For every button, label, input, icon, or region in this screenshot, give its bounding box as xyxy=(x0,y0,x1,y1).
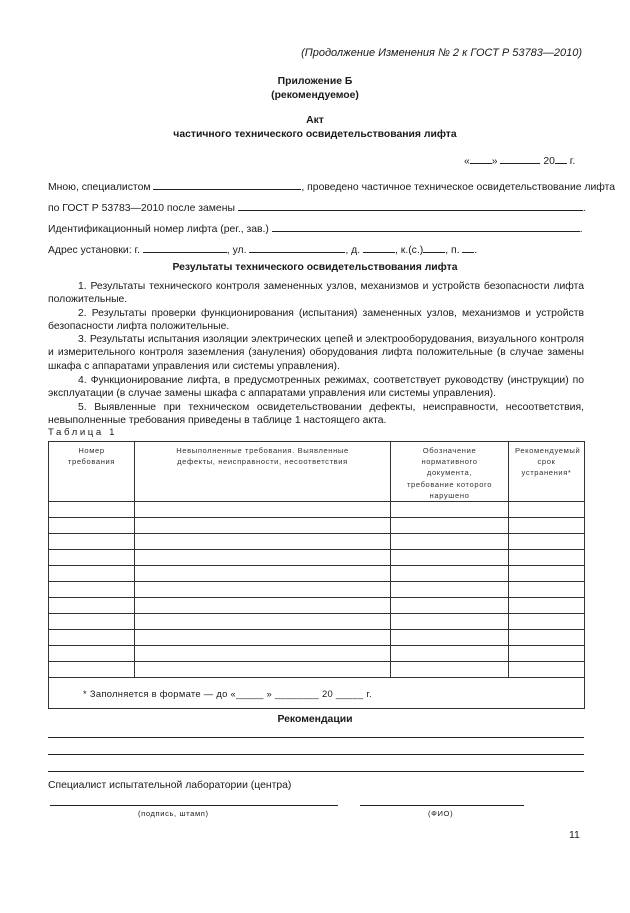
table-caption: Таблица 1 xyxy=(48,427,118,438)
city-field[interactable] xyxy=(143,243,227,253)
act-subtitle: частичного технического освидетельствования лифта xyxy=(173,129,457,140)
result-paragraph-3: 3. Результаты испытания изоляции электрических цепей и электрооборудования, визуального контроля и измерительного контроля заземления (зануления) оборудования лифта положительные (в случае замены шкафа с аппаратами управления или системы управления). xyxy=(48,334,584,372)
replacement-field[interactable] xyxy=(238,201,583,211)
date-line: « » 20 г. xyxy=(464,156,576,167)
street-field[interactable] xyxy=(249,243,345,253)
table-row xyxy=(49,582,585,598)
lift-id-line: Идентификационный номер лифта (рег., зав.) . xyxy=(48,224,583,235)
signature-label: Специалист испытательной лаборатории (центра) xyxy=(48,780,292,791)
page-number: 11 xyxy=(569,830,580,841)
name-line[interactable] xyxy=(360,805,524,806)
table-row xyxy=(49,598,585,614)
table-row xyxy=(49,534,585,550)
act-title: Акт xyxy=(306,115,324,126)
appendix-title: Приложение Б xyxy=(277,76,353,87)
recommendation-line-2[interactable] xyxy=(48,754,584,755)
recommendation-line-1[interactable] xyxy=(48,737,584,738)
signature-caption: (подпись, штамп) xyxy=(138,809,209,818)
recommendations-title: Рекомендации xyxy=(277,714,353,725)
change-note: (Продолжение Изменения № 2 к ГОСТ Р 53783—2010) xyxy=(301,47,582,59)
header-document: Обозначение нормативного документа, требование которого нарушено xyxy=(391,442,509,502)
address-line: Адрес установки: г. , ул. , д. , к.(с.) , п. . xyxy=(48,245,478,256)
appendix-subtitle: (рекомендуемое) xyxy=(271,90,359,101)
header-requirements: Невыполненные требования. Выявленные дефекты, неисправности, несоответствия xyxy=(135,442,391,502)
building-field[interactable] xyxy=(423,243,445,253)
specialist-name-field[interactable] xyxy=(153,180,301,190)
recommendation-line-3[interactable] xyxy=(48,771,584,772)
signature-line[interactable] xyxy=(50,805,338,806)
result-paragraph-1: 1. Результаты технического контроля замененных узлов, механизмов и устройств безопасности лифта положительные. xyxy=(48,281,584,306)
entrance-field[interactable] xyxy=(462,243,474,253)
name-caption: (ФИО) xyxy=(428,809,454,818)
result-paragraph-4: 4. Функционирование лифта, в предусмотренных режимах, соответствует руководству (инструкции) по эксплуатации (в случае замены шкафа с аппаратами управления или системы управления). xyxy=(48,375,584,400)
table-row xyxy=(49,518,585,534)
table-row xyxy=(49,630,585,646)
defects-table xyxy=(48,441,585,709)
house-field[interactable] xyxy=(363,243,395,253)
table-row xyxy=(49,550,585,566)
table-row xyxy=(49,502,585,518)
header-deadline: Рекомендуемый срок устранения* xyxy=(509,442,585,502)
table-row xyxy=(49,646,585,662)
table-row xyxy=(49,566,585,582)
results-title: Результаты технического освидетельствования лифта xyxy=(172,262,458,273)
result-paragraph-5: 5. Выявленные при техническом освидетельствовании дефекты, неисправности, несоответствия, невыполненные требования приведены в таблице 1 настоящего акта. xyxy=(48,402,584,427)
lift-id-field[interactable] xyxy=(272,222,580,232)
replacement-line: по ГОСТ Р 53783—2010 после замены . xyxy=(48,203,586,214)
specialist-line: Мною, специалистом , проведено частичное техническое освидетельствование лифта xyxy=(48,182,616,193)
table-footnote: * Заполняется в формате — до «_____ » ________ 20 _____ г. xyxy=(49,678,585,709)
table-row xyxy=(49,614,585,630)
result-paragraph-2: 2. Результаты проверки функционирования (испытания) замененных узлов, механизмов и устройств безопасности лифта положительные. xyxy=(48,308,584,333)
table-row xyxy=(49,662,585,678)
header-number: Номер требования xyxy=(49,442,135,502)
